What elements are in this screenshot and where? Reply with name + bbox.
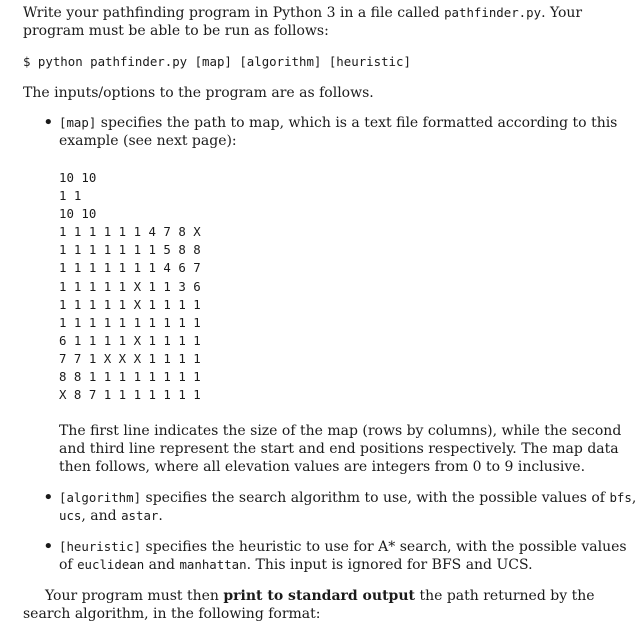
map-option-line-1 xyxy=(59,114,617,132)
comma: , xyxy=(631,490,636,506)
algorithm-option-code: [algorithm] xyxy=(59,490,142,505)
heuristic-option-line-2 xyxy=(59,556,533,574)
output-line-2: search algorithm, in the following format: xyxy=(23,606,321,622)
filename-code: pathfinder.py xyxy=(444,5,542,20)
map-option-line-2: example (see next page): xyxy=(59,133,237,149)
map-option-text: specifies the path to map, which is a text file formatted according to this xyxy=(96,115,618,131)
intro-line-2: program must be able to be run as follows: xyxy=(23,23,329,39)
map-line: 10 10 xyxy=(59,206,97,222)
map-line: 1 1 1 1 1 1 1 5 8 8 xyxy=(59,242,201,258)
output-text-end: the path returned by the xyxy=(419,588,595,604)
map-line: 1 1 1 1 1 1 1 4 6 7 xyxy=(59,260,201,276)
run-command: $ python pathfinder.py [map] [algorithm] [heuristic] xyxy=(23,54,411,69)
map-line: 7 7 1 X X X 1 1 1 1 xyxy=(59,350,201,366)
map-desc-line-2: and third line represent the start and end positions respectively. The map data xyxy=(59,441,619,457)
map-line: 1 1 xyxy=(59,188,82,204)
astar-code: astar xyxy=(121,508,159,523)
heuristic-option-text: specifies the heuristic to use for A* search, with the possible values xyxy=(141,539,627,555)
euclidean-code: euclidean xyxy=(77,557,145,572)
bfs-code: bfs xyxy=(609,490,632,505)
bullet-dot: • xyxy=(43,112,54,133)
period: . xyxy=(158,508,163,524)
heuristic-option-line-1 xyxy=(59,538,627,556)
map-desc-line-3: then follows, where all elevation values are integers from 0 to 9 inclusive. xyxy=(59,459,586,475)
map-line: 1 1 1 1 1 X 1 1 1 1 xyxy=(59,296,201,312)
output-text: Your program must then xyxy=(45,588,219,604)
algorithm-option-line-1 xyxy=(59,489,636,507)
and-text: , and xyxy=(81,508,117,524)
map-line: 1 1 1 1 1 1 4 7 8 X xyxy=(59,224,201,240)
heuristic-option-text-end: . This input is ignored for BFS and UCS. xyxy=(246,557,533,573)
map-line: 8 8 1 1 1 1 1 1 1 1 xyxy=(59,369,201,385)
map-desc-line-1: The first line indicates the size of the map (rows by columns), while the second xyxy=(59,423,622,439)
of-text: of xyxy=(59,557,73,573)
intro-text-end: . Your xyxy=(541,5,583,21)
manhattan-code: manhattan xyxy=(179,557,247,572)
map-line: 1 1 1 1 1 1 1 1 1 1 xyxy=(59,314,201,330)
map-line: 10 10 xyxy=(59,170,97,185)
output-bold-text: print to standard output xyxy=(223,588,415,604)
map-example xyxy=(59,169,201,404)
map-line: 6 1 1 1 1 X 1 1 1 1 xyxy=(59,332,201,348)
ucs-code: ucs xyxy=(59,508,82,523)
intro-text: Write your pathfinding program in Python 3 in a file called xyxy=(23,5,440,21)
intro-line-1 xyxy=(23,4,582,22)
bullet-dot: • xyxy=(43,487,54,508)
map-line: X 8 7 1 1 1 1 1 1 1 xyxy=(59,387,201,403)
algorithm-option-line-2 xyxy=(59,507,163,525)
bullet-dot: • xyxy=(43,536,54,557)
inputs-intro: The inputs/options to the program are as follows. xyxy=(23,85,374,101)
map-option-code: [map] xyxy=(59,115,97,130)
algorithm-option-text: specifies the search algorithm to use, with the possible values of xyxy=(141,490,605,506)
output-line-1 xyxy=(45,587,595,605)
map-line: 1 1 1 1 1 X 1 1 3 6 xyxy=(59,278,201,294)
and-text: and xyxy=(148,557,175,573)
heuristic-option-code: [heuristic] xyxy=(59,539,142,554)
